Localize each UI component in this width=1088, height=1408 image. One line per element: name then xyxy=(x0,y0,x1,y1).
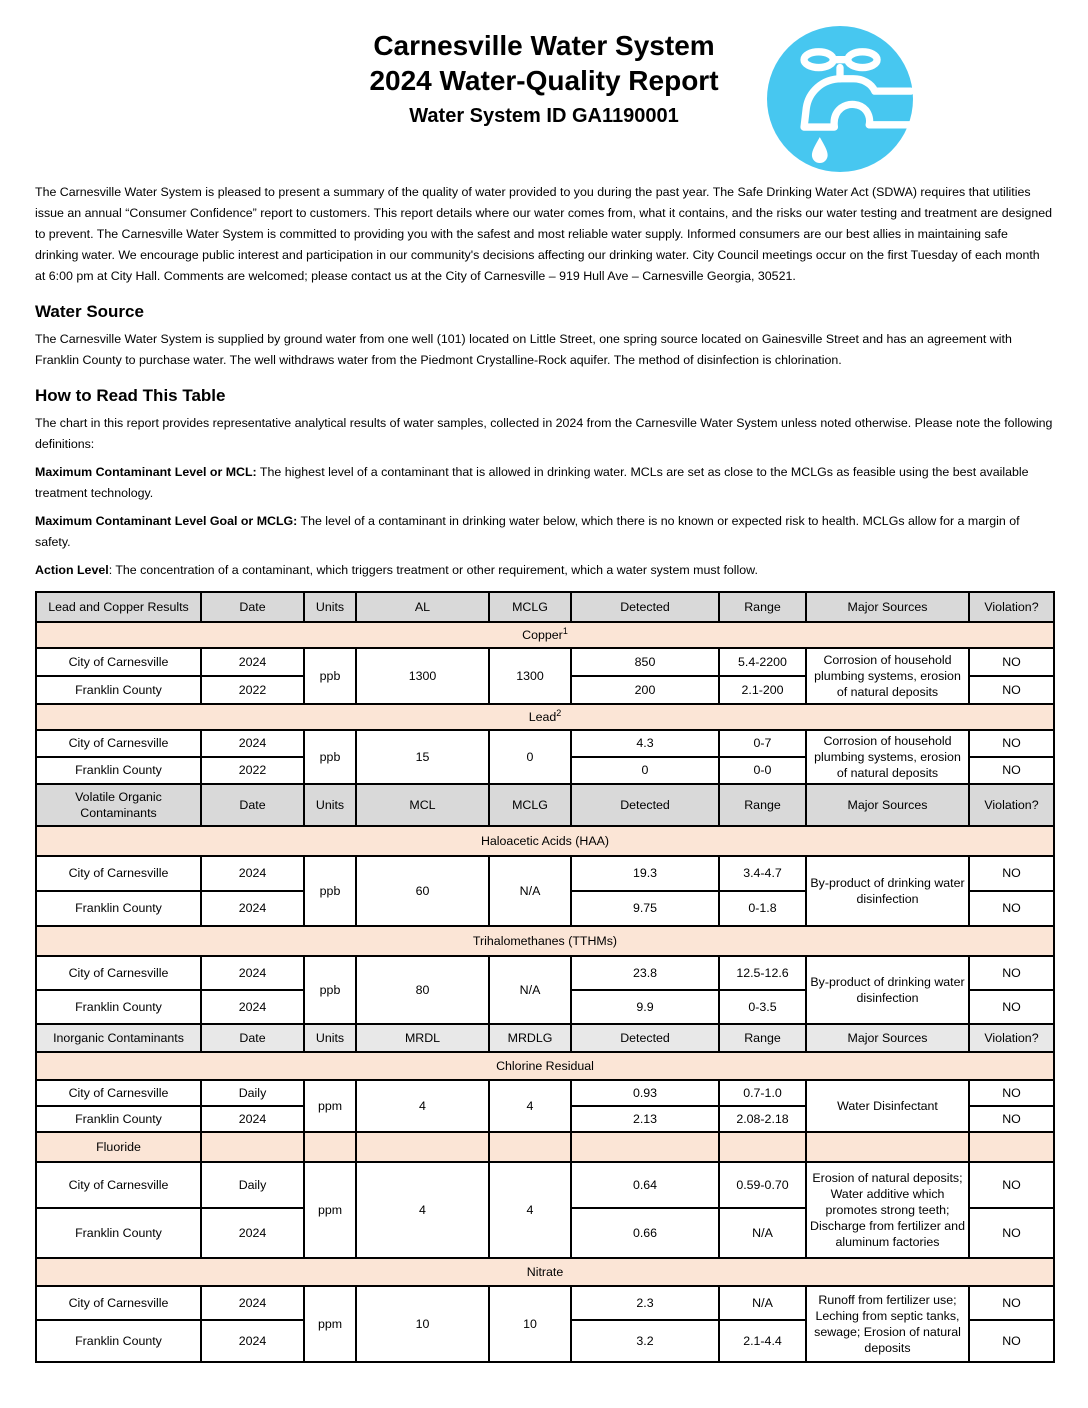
cell-range: 0.7-1.0 xyxy=(719,1080,806,1106)
cell-date: 2024 xyxy=(201,891,304,926)
cell-violation: NO xyxy=(969,730,1054,757)
cell-detected: 9.75 xyxy=(571,891,719,926)
cell-range: N/A xyxy=(719,1208,806,1258)
contaminant-band-lead xyxy=(36,704,1054,730)
cell-violation: NO xyxy=(969,757,1054,784)
definition-action-level xyxy=(35,560,1053,581)
cell-range: 2.1-4.4 xyxy=(719,1320,806,1362)
cell-limit: 80 xyxy=(356,956,489,1024)
report-title-line1: Carnesville Water System xyxy=(373,30,715,61)
column-header: Units xyxy=(304,784,356,826)
cell-detected: 2.13 xyxy=(571,1106,719,1132)
cell-sources: By-product of drinking water disinfection xyxy=(806,856,969,926)
table-header-inorganic xyxy=(36,1024,1054,1052)
faucet-icon xyxy=(767,26,913,172)
report-title-line2: 2024 Water-Quality Report xyxy=(369,65,719,96)
table-row xyxy=(36,856,1054,891)
definition-action-level-text: : The concentration of a contaminant, which triggers treatment or other requirement, which a water system must follow. xyxy=(108,563,758,577)
cell-units: ppb xyxy=(304,856,356,926)
cell-range: 0-7 xyxy=(719,730,806,757)
column-header: Date xyxy=(201,784,304,826)
band-label: Copper xyxy=(522,628,563,643)
cell-detected: 200 xyxy=(571,676,719,704)
column-header: MCLG xyxy=(489,592,571,622)
cell-system: Franklin County xyxy=(36,891,201,926)
band-label: Haloacetic Acids (HAA) xyxy=(480,834,610,849)
cell-date: 2024 xyxy=(201,1106,304,1132)
band-empty-cell xyxy=(356,1132,489,1162)
cell-range: 12.5-12.6 xyxy=(719,956,806,990)
cell-goal: 4 xyxy=(489,1162,571,1258)
cell-limit: 1300 xyxy=(356,648,489,704)
definition-action-level-term: Action Level xyxy=(35,563,109,577)
cell-range: 5.4-2200 xyxy=(719,648,806,676)
column-header: MRDL xyxy=(356,1024,489,1052)
cell-sources: Water Disinfectant xyxy=(806,1080,969,1132)
column-header: Units xyxy=(304,1024,356,1052)
cell-date: 2024 xyxy=(201,956,304,990)
cell-system: Franklin County xyxy=(36,990,201,1024)
cell-limit: 15 xyxy=(356,730,489,784)
cell-sources: Corrosion of household plumbing systems, erosion of natural deposits xyxy=(806,648,969,704)
intro-paragraph: The Carnesville Water System is pleased to present a summary of the quality of water provided to you during the past year. The Safe Drinking Water Act (SDWA) requires that utilities issue an annual “Consumer Confidence” report to customers. This report details where our water comes from, what it contains, and the risks our water testing and treatment are designed to prevent. The Carnesville Water System is committed to providing you with the safest and most reliable water supply. Informed consumers are our best allies in maintaining safe drinking water. We encourage public interest and participation in our community's decisions affecting our drinking water. City Council meetings occur on the first Tuesday of each month at 6:00 pm at City Hall. Comments are welcomed; please contact us at the City of Carnesville – 919 Hull Ave – Carnesville Georgia, 30521. xyxy=(35,185,1052,283)
column-header: Date xyxy=(201,1024,304,1052)
cell-system: Franklin County xyxy=(36,757,201,784)
cell-violation: NO xyxy=(969,676,1054,704)
cell-violation: NO xyxy=(969,1080,1054,1106)
cell-system: City of Carnesville xyxy=(36,956,201,990)
cell-sources: Runoff from fertilizer use; Leching from septic tanks, sewage; Erosion of natural deposits xyxy=(806,1286,969,1362)
cell-violation: NO xyxy=(969,1320,1054,1362)
cell-date: Daily xyxy=(201,1162,304,1208)
cell-system: City of Carnesville xyxy=(36,648,201,676)
cell-units: ppm xyxy=(304,1286,356,1362)
cell-violation: NO xyxy=(969,1286,1054,1320)
cell-limit: 60 xyxy=(356,856,489,926)
band-row-nitrate xyxy=(36,1258,1054,1286)
cell-system: City of Carnesville xyxy=(36,1080,201,1106)
cell-violation: NO xyxy=(969,648,1054,676)
contaminant-band-nitrate xyxy=(36,1258,1054,1286)
cell-violation: NO xyxy=(969,856,1054,891)
column-header: Violation? xyxy=(969,592,1054,622)
cell-goal: 10 xyxy=(489,1286,571,1362)
cell-date: 2024 xyxy=(201,856,304,891)
cell-units: ppm xyxy=(304,1162,356,1258)
table-row xyxy=(36,956,1054,990)
cell-limit: 4 xyxy=(356,1080,489,1132)
cell-goal: N/A xyxy=(489,956,571,1024)
definition-mcl-term: Maximum Contaminant Level or MCL: xyxy=(35,465,257,479)
column-header: Range xyxy=(719,592,806,622)
cell-detected: 4.3 xyxy=(571,730,719,757)
column-header: Detected xyxy=(571,1024,719,1052)
band-empty-cell xyxy=(719,1132,806,1162)
definition-mclg-text: The level of a contaminant in drinking water below, which there is no known or expected risk to health. MCLGs allow for a margin of safety. xyxy=(35,514,1020,549)
column-header: MCL xyxy=(356,784,489,826)
band-empty-cell xyxy=(304,1132,356,1162)
cell-date: 2024 xyxy=(201,1286,304,1320)
water-source-paragraph: The Carnesville Water System is supplied by ground water from one well (101) located on Little Street, one spring source located on Gainesville Street and has an agreement with Franklin County to purchase water. The well withdraws water from the Piedmont Crystalline-Rock aquifer. The method of disinfection is chlorination. xyxy=(35,332,1012,367)
table-header-voc xyxy=(36,784,1054,826)
cell-detected: 0 xyxy=(571,757,719,784)
band-row-chlorine xyxy=(36,1052,1054,1080)
document-header xyxy=(35,0,1053,152)
cell-violation: NO xyxy=(969,956,1054,990)
column-header: AL xyxy=(356,592,489,622)
column-header: Range xyxy=(719,784,806,826)
band-footnote-marker: 2 xyxy=(556,708,562,719)
cell-date: 2024 xyxy=(201,990,304,1024)
cell-range: 0-1.8 xyxy=(719,891,806,926)
cell-system: Franklin County xyxy=(36,1208,201,1258)
table-row xyxy=(36,648,1054,676)
water-source-heading: Water Source xyxy=(35,302,144,321)
cell-date: Daily xyxy=(201,1080,304,1106)
cell-date: 2024 xyxy=(201,730,304,757)
contaminant-band-fluoride: Fluoride xyxy=(36,1132,201,1162)
cell-units: ppb xyxy=(304,956,356,1024)
cell-detected: 0.93 xyxy=(571,1080,719,1106)
cell-system: Franklin County xyxy=(36,676,201,704)
cell-detected: 9.9 xyxy=(571,990,719,1024)
cell-date: 2022 xyxy=(201,757,304,784)
band-empty-cell xyxy=(969,1132,1054,1162)
column-header: Units xyxy=(304,592,356,622)
cell-system: City of Carnesville xyxy=(36,1286,201,1320)
cell-system: City of Carnesville xyxy=(36,856,201,891)
definition-mclg xyxy=(35,511,1053,553)
cell-goal: N/A xyxy=(489,856,571,926)
cell-system: Franklin County xyxy=(36,1320,201,1362)
cell-sources: Corrosion of household plumbing systems, erosion of natural deposits xyxy=(806,730,969,784)
band-label: Lead xyxy=(528,710,557,725)
cell-sources: Erosion of natural deposits; Water additive which promotes strong teeth; Discharge from fertilizer and aluminum factories xyxy=(806,1162,969,1258)
definition-mcl-text: The highest level of a contaminant that is allowed in drinking water. MCLs are set as close to the MCLGs as feasible using the best available treatment technology. xyxy=(35,465,1029,500)
cell-limit: 10 xyxy=(356,1286,489,1362)
cell-detected: 19.3 xyxy=(571,856,719,891)
cell-date: 2024 xyxy=(201,648,304,676)
table-row xyxy=(36,1286,1054,1320)
how-to-read-heading: How to Read This Table xyxy=(35,386,226,405)
contaminant-band-tthm xyxy=(36,926,1054,956)
cell-detected: 0.64 xyxy=(571,1162,719,1208)
contaminant-band-copper xyxy=(36,622,1054,648)
cell-goal: 0 xyxy=(489,730,571,784)
cell-goal: 1300 xyxy=(489,648,571,704)
column-header: MCLG xyxy=(489,784,571,826)
cell-detected: 3.2 xyxy=(571,1320,719,1362)
column-header: MRDLG xyxy=(489,1024,571,1052)
contaminant-band-chlorine xyxy=(36,1052,1054,1080)
band-empty-cell xyxy=(571,1132,719,1162)
definition-mcl xyxy=(35,462,1053,504)
table-header-lead-copper xyxy=(36,592,1054,622)
cell-range: 0.59-0.70 xyxy=(719,1162,806,1208)
band-label: Trihalomethanes (TTHMs) xyxy=(472,934,618,949)
band-row-haa xyxy=(36,826,1054,856)
column-header: Violation? xyxy=(969,1024,1054,1052)
contaminant-band-haa xyxy=(36,826,1054,856)
column-header: Detected xyxy=(571,592,719,622)
definition-mclg-term: Maximum Contaminant Level Goal or MCLG: xyxy=(35,514,298,528)
column-header: Date xyxy=(201,592,304,622)
band-label: Chlorine Residual xyxy=(496,1059,594,1074)
band-row-lead xyxy=(36,704,1054,730)
report-title-line3: Water System ID GA1190001 xyxy=(409,105,679,127)
cell-limit: 4 xyxy=(356,1162,489,1258)
cell-range: 3.4-4.7 xyxy=(719,856,806,891)
band-row-tthm xyxy=(36,926,1054,956)
column-header: Range xyxy=(719,1024,806,1052)
cell-system: Franklin County xyxy=(36,1106,201,1132)
cell-violation: NO xyxy=(969,1208,1054,1258)
cell-units: ppm xyxy=(304,1080,356,1132)
cell-detected: 2.3 xyxy=(571,1286,719,1320)
band-label: Nitrate xyxy=(526,1265,564,1280)
band-empty-cell xyxy=(806,1132,969,1162)
column-header: Major Sources xyxy=(806,784,969,826)
column-header: Lead and Copper Results xyxy=(36,592,201,622)
cell-date: 2024 xyxy=(201,1208,304,1258)
column-header: Inorganic Contaminants xyxy=(36,1024,201,1052)
cell-units: ppb xyxy=(304,730,356,784)
cell-detected: 0.66 xyxy=(571,1208,719,1258)
cell-range: 0-3.5 xyxy=(719,990,806,1024)
cell-violation: NO xyxy=(969,891,1054,926)
cell-violation: NO xyxy=(969,1162,1054,1208)
cell-date: 2024 xyxy=(201,1320,304,1362)
cell-units: ppb xyxy=(304,648,356,704)
cell-range: N/A xyxy=(719,1286,806,1320)
cell-range: 0-0 xyxy=(719,757,806,784)
column-header: Volatile Organic Contaminants xyxy=(36,784,201,826)
band-footnote-marker: 1 xyxy=(562,626,568,637)
cell-date: 2022 xyxy=(201,676,304,704)
table-row xyxy=(36,1162,1054,1208)
cell-goal: 4 xyxy=(489,1080,571,1132)
column-header: Detected xyxy=(571,784,719,826)
cell-sources: By-product of drinking water disinfection xyxy=(806,956,969,1024)
cell-system: City of Carnesville xyxy=(36,730,201,757)
column-header: Violation? xyxy=(969,784,1054,826)
band-row-copper xyxy=(36,622,1054,648)
cell-range: 2.1-200 xyxy=(719,676,806,704)
how-to-read-paragraph: The chart in this report provides representative analytical results of water samples, collected in 2024 from the Carnesville Water System unless noted otherwise. Please note the following definitions: xyxy=(35,416,1053,451)
cell-violation: NO xyxy=(969,1106,1054,1132)
band-empty-cell xyxy=(489,1132,571,1162)
water-quality-table xyxy=(35,591,1055,1363)
band-empty-cell xyxy=(201,1132,304,1162)
column-header: Major Sources xyxy=(806,592,969,622)
cell-system: City of Carnesville xyxy=(36,1162,201,1208)
band-row-fluoride xyxy=(36,1132,1054,1162)
table-row xyxy=(36,1080,1054,1106)
cell-detected: 850 xyxy=(571,648,719,676)
column-header: Major Sources xyxy=(806,1024,969,1052)
cell-range: 2.08-2.18 xyxy=(719,1106,806,1132)
cell-detected: 23.8 xyxy=(571,956,719,990)
cell-violation: NO xyxy=(969,990,1054,1024)
table-row xyxy=(36,730,1054,757)
